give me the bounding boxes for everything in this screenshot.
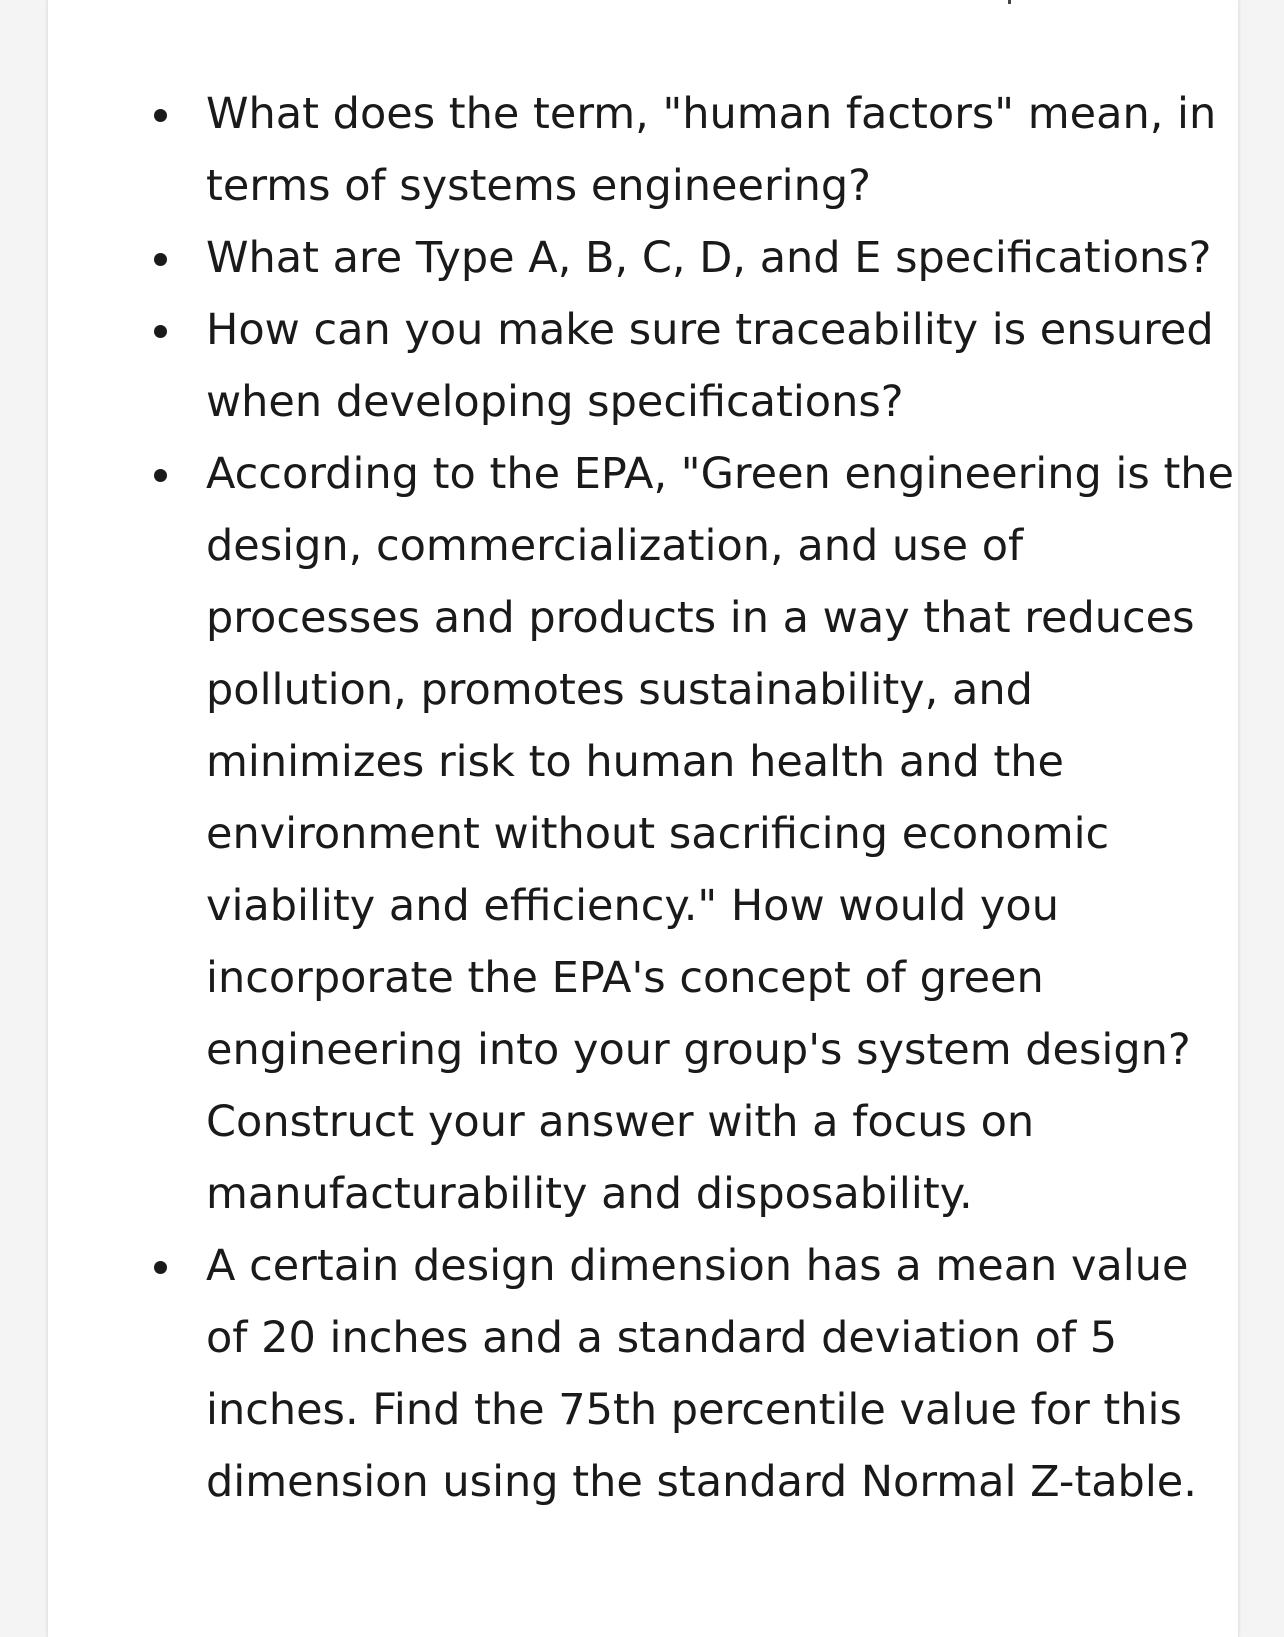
bullet-icon	[154, 469, 167, 482]
question-text: How can you make sure traceability is ensured when developing specifications?	[206, 305, 1214, 427]
bullet-icon	[154, 109, 167, 122]
question-text: According to the EPA, "Green engineering is the design, commercialization, and use of processes and products in a way that reduces pollution, promotes sustainability, and minimizes risk to human health and the environment without sacrificing economic viability and efficiency." How would you incorporate the EPA's concept of green engineering into your group's system design? Construct your answer with a focus on manufacturability and disposability.	[206, 449, 1235, 1219]
question-text: What does the term, "human factors" mean, in terms of systems engineering?	[206, 89, 1217, 211]
bullet-icon	[154, 1261, 167, 1274]
bullet-icon	[154, 325, 167, 338]
list-item	[48, 78, 1236, 222]
question-text: What are Type A, B, C, D, and E specifications?	[206, 233, 1212, 283]
bullet-icon	[154, 253, 167, 266]
document-page	[47, 0, 1239, 1637]
list-item	[48, 294, 1236, 438]
question-list	[48, 78, 1236, 1518]
list-item	[48, 222, 1236, 294]
clipped-glyph-fragment	[1008, 0, 1011, 4]
question-text: A certain design dimension has a mean value of 20 inches and a standard deviation of 5 inches. Find the 75th percentile value for this dimension using the standard Normal Z-table.	[206, 1241, 1197, 1507]
list-item	[48, 1230, 1236, 1518]
list-item	[48, 438, 1236, 1230]
